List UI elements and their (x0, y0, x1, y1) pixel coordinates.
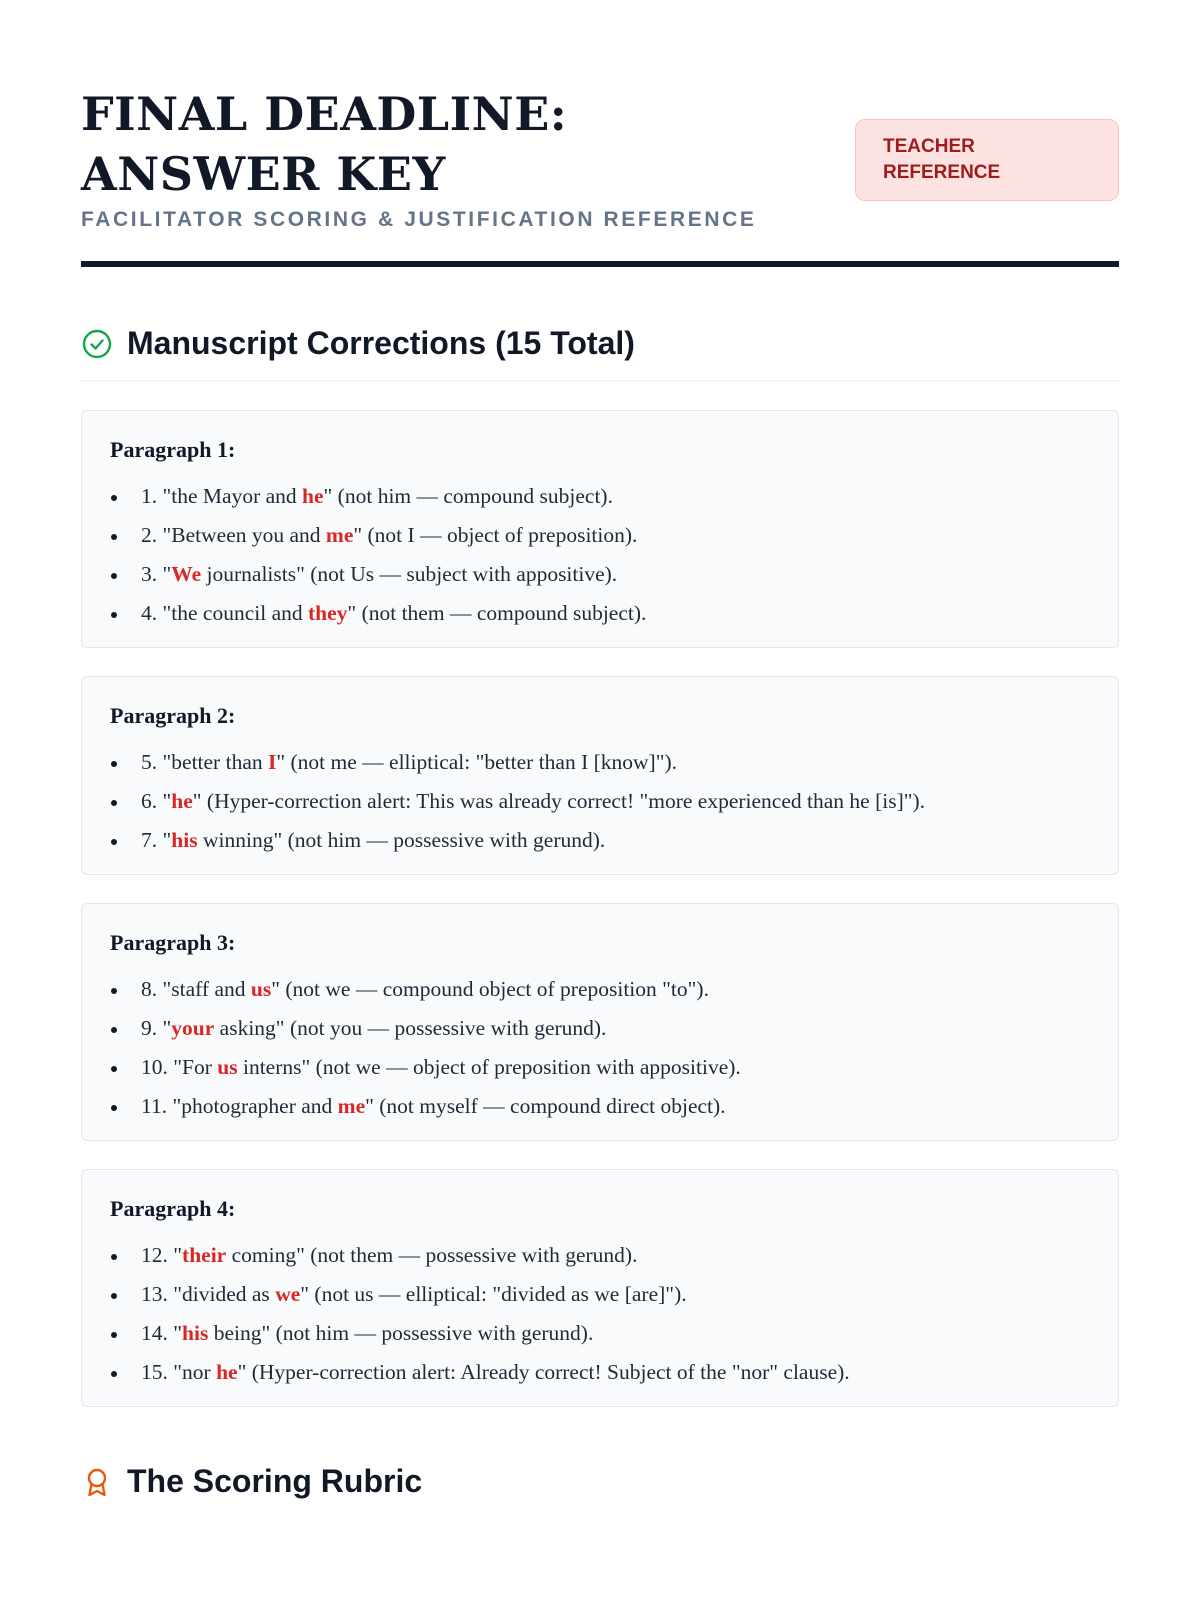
correction-text: 12. " (141, 1243, 183, 1267)
correction-item (110, 594, 1090, 633)
correction-text: 1. "the Mayor and (141, 484, 303, 508)
correction-item (110, 970, 1090, 1009)
corrected-pronoun: his (171, 828, 198, 852)
correction-text: 5. "better than (141, 750, 268, 774)
correction-text: 10. "For (141, 1055, 218, 1079)
corrected-pronoun: us (217, 1055, 238, 1079)
correction-text: 7. " (141, 828, 172, 852)
header-divider (81, 261, 1119, 267)
correction-text: " (Hyper-correction alert: This was already correct! "more experienced than he [is]"). (192, 789, 926, 813)
correction-text: 9. " (141, 1016, 172, 1040)
corrections-list (81, 410, 1119, 1407)
check-circle-icon (81, 328, 113, 360)
correction-text: winning" (not him — possessive with gerund). (197, 828, 606, 852)
correction-item (110, 1275, 1090, 1314)
corrected-pronoun: I (267, 750, 277, 774)
correction-text: journalists" (not Us — subject with appositive). (201, 562, 618, 586)
corrected-pronoun: his (182, 1321, 209, 1345)
page-title: FINAL DEADLINE: ANSWER KEY (81, 87, 568, 201)
correction-item (110, 477, 1090, 516)
correction-text: " (not I — object of preposition). (353, 523, 638, 547)
correction-text: " (not us — elliptical: "divided as we [are]"). (300, 1282, 687, 1306)
correction-item (110, 1009, 1090, 1048)
paragraph-label: Paragraph 2: (110, 703, 236, 728)
correction-list (110, 1236, 1090, 1392)
correction-text: 8. "staff and (141, 977, 251, 1001)
corrected-pronoun: they (308, 601, 348, 625)
award-icon (81, 1466, 113, 1498)
correction-text: " (not myself — compound direct object). (365, 1094, 726, 1118)
paragraph-card (81, 676, 1119, 875)
correction-text: being" (not him — possessive with gerund). (208, 1321, 594, 1345)
teacher-reference-badge: TEACHER REFERENCE (855, 119, 1119, 201)
paragraph-label: Paragraph 1: (110, 437, 236, 462)
correction-item (110, 1314, 1090, 1353)
correction-text: " (not we — compound object of preposition "to"). (271, 977, 709, 1001)
correction-list (110, 477, 1090, 633)
correction-text: 2. "Between you and (141, 523, 326, 547)
correction-text: " (not him — compound subject). (323, 484, 613, 508)
correction-text: 4. "the council and (141, 601, 308, 625)
correction-text: asking" (not you — possessive with gerund). (214, 1016, 607, 1040)
rubric-section-header (81, 1463, 1119, 1518)
correction-item (110, 1353, 1090, 1392)
correction-text: 11. "photographer and (141, 1094, 338, 1118)
correction-text: 3. " (141, 562, 172, 586)
corrected-pronoun: me (337, 1094, 366, 1118)
corrected-pronoun: he (302, 484, 324, 508)
correction-item (110, 1236, 1090, 1275)
correction-item (110, 516, 1090, 555)
correction-text: interns" (not we — object of preposition with appositive). (237, 1055, 741, 1079)
corrected-pronoun: we (275, 1282, 301, 1306)
corrected-pronoun: he (171, 789, 193, 813)
corrected-pronoun: their (182, 1243, 227, 1267)
paragraph-card (81, 903, 1119, 1141)
paragraph-card (81, 410, 1119, 648)
correction-item (110, 1087, 1090, 1126)
page-subtitle: FACILITATOR SCORING & JUSTIFICATION REFERENCE (81, 208, 757, 231)
rubric-section-title: The Scoring Rubric (127, 1463, 423, 1499)
correction-text: 14. " (141, 1321, 183, 1345)
corrected-pronoun: your (171, 1016, 215, 1040)
correction-list (110, 970, 1090, 1126)
correction-item (110, 743, 1090, 782)
correction-text: 13. "divided as (141, 1282, 276, 1306)
page-header (81, 84, 1119, 267)
correction-text: 6. " (141, 789, 172, 813)
correction-item (110, 1048, 1090, 1087)
correction-item (110, 555, 1090, 594)
corrections-section-title: Manuscript Corrections (15 Total) (127, 325, 635, 361)
correction-item (110, 821, 1090, 860)
corrected-pronoun: We (171, 562, 202, 586)
corrections-section-header (81, 325, 1119, 382)
corrected-pronoun: he (216, 1360, 238, 1384)
correction-text: coming" (not them — possessive with gerund). (226, 1243, 638, 1267)
correction-item (110, 782, 1090, 821)
paragraph-label: Paragraph 4: (110, 1196, 236, 1221)
paragraph-card (81, 1169, 1119, 1407)
correction-text: " (Hyper-correction alert: Already correct! Subject of the "nor" clause). (237, 1360, 850, 1384)
corrected-pronoun: me (325, 523, 354, 547)
paragraph-label: Paragraph 3: (110, 930, 236, 955)
correction-text: " (not them — compound subject). (347, 601, 647, 625)
correction-text: " (not me — elliptical: "better than I [know]"). (276, 750, 678, 774)
corrected-pronoun: us (250, 977, 272, 1001)
correction-text: 15. "nor (141, 1360, 217, 1384)
correction-list (110, 743, 1090, 860)
